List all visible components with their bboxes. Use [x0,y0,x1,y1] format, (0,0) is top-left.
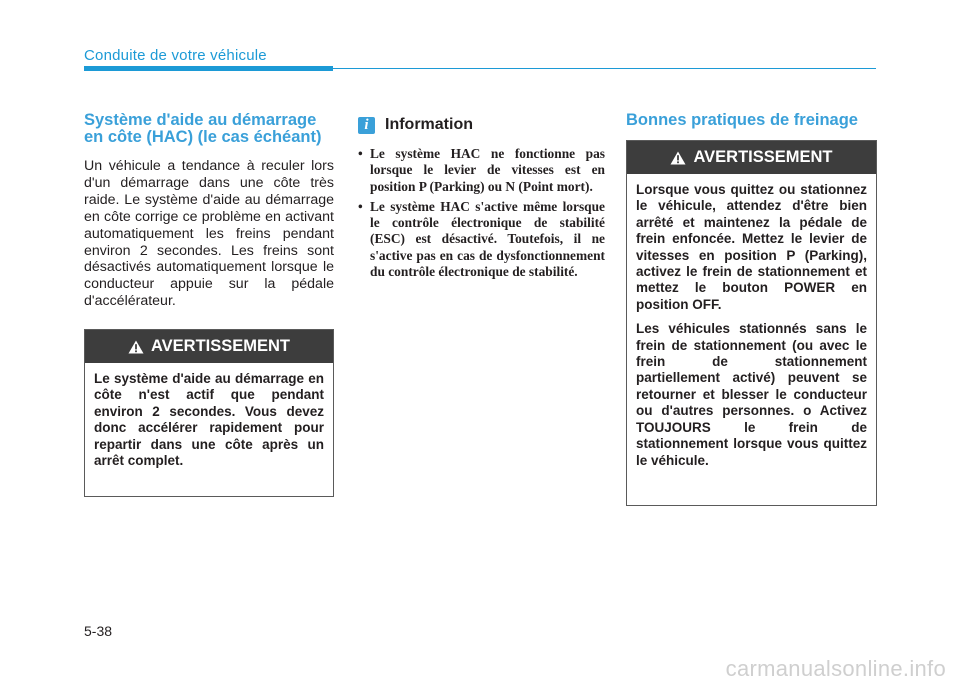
warning-paragraph: Le système d'aide au démarrage en côte n'est actif que pendant environ 2 secondes. Vous devez donc accélérer rapidement pour repartir dans une côte après un arrêt complet. [94,371,324,469]
information-item [355,146,605,195]
bullet: • [358,198,363,214]
warning-label: AVERTISSEMENT [693,148,833,166]
header-rule [333,68,876,69]
section-header: Conduite de votre véhicule [84,47,267,64]
watermark: carmanualsonline.info [725,656,946,681]
warning-label: AVERTISSEMENT [150,337,291,355]
hac-warning-text [94,371,324,469]
information-title: Information [385,116,473,133]
information-item-text: Le système HAC s'active même lorsque le contrôle électronique de stabilité (ESC) est désactivé. Toutefois, il ne s'active pas en cas de dysfonctionnement du contrôle électronique de stabilité. [370,198,605,280]
braking-column [626,112,876,129]
warning-header [85,330,333,363]
hac-title-line2: en côte (HAC) (le cas échéant) [84,128,322,146]
hac-title [84,112,334,146]
hac-body: Un véhicule a tendance à reculer lors d'un démarrage dans une côte très raide. Le système d'aide au démarrage en côte corrige ce problème en activant automatiquement les freins pendant environ 2 secondes. Les freins sont désactivés automatiquement lorsque le conducteur appuie sur la pédale d'accélérateur. [84,158,334,310]
hac-warning-box [84,329,334,497]
bullet: • [358,146,363,161]
information-list [355,146,605,280]
information-header [355,114,605,136]
warning-icon [670,151,686,165]
warning-header [627,141,876,174]
information-column [355,114,605,280]
page-number: 5-38 [84,623,113,639]
hac-title-line1: Système d'aide au démarrage [84,111,317,129]
braking-warning-box [626,140,877,506]
warning-icon [128,340,144,354]
braking-title: Bonnes pratiques de freinage [626,111,858,129]
information-item [355,199,605,280]
braking-warning-text [636,182,867,469]
header-bar [84,66,333,71]
info-icon: i [358,117,375,134]
hac-column [84,112,334,310]
warning-paragraph: Lorsque vous quittez ou stationnez le véhicule, attendez d'être bien arrêté et maintenez la pédale de frein enfoncée. Mettez le levier de vitesses en position P (Parking), activez le frein de stationnement et mettez le bouton POWER en position OFF. [636,182,867,312]
information-item-text: Le système HAC ne fonctionne pas lorsque le levier de vitesses est en position P (Parking) ou N (Point mort). [370,146,605,194]
warning-paragraph: Les véhicules stationnés sans le frein de stationnement (ou avec le frein de stationnement partiellement activé) peuvent se retourner et blesser le conducteur ou d'autres personnes. o Activez TOUJOURS le frein de stationnement lorsque vous quittez le véhicule. [636,321,867,468]
